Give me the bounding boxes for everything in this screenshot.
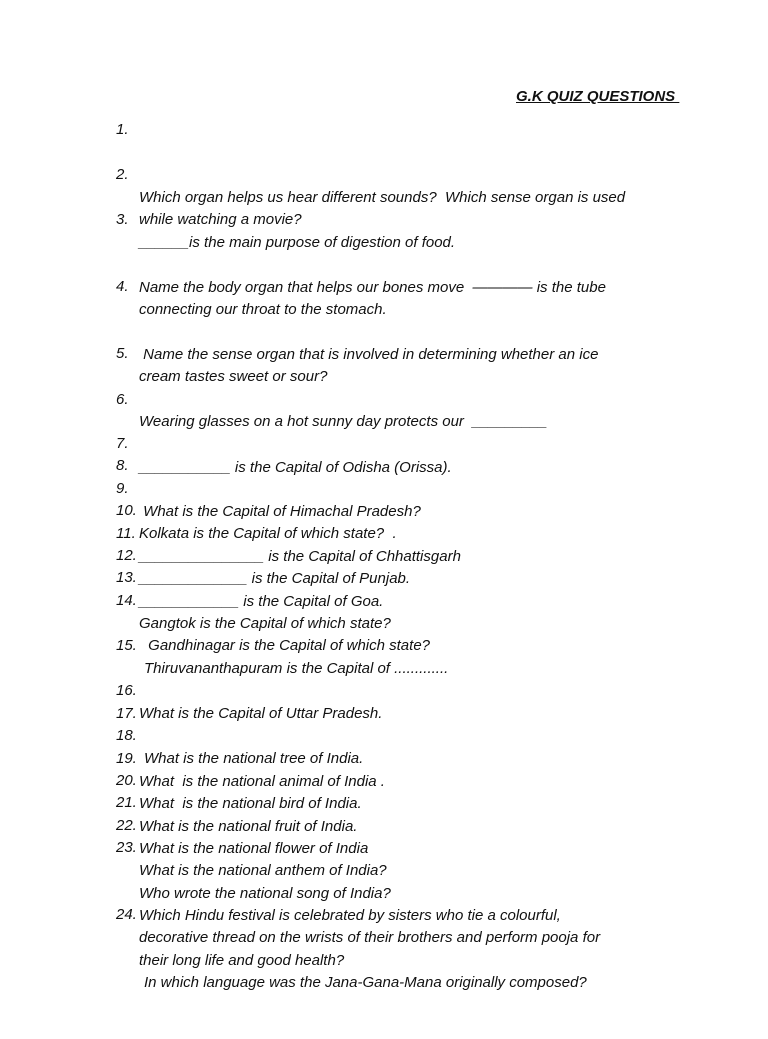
question-text: ____________ is the Capital of Goa. xyxy=(139,592,384,610)
question-text: Which Hindu festival is celebrated by sisters who tie a colourful, decorative thread on the wrists of their brothers and perform pooja for their long life and good health? xyxy=(139,906,601,969)
question-number: 22. xyxy=(116,817,137,834)
question-number: 15. xyxy=(116,637,137,654)
question-number: 21. xyxy=(116,794,137,811)
question-number: 4. xyxy=(116,278,129,295)
question-text: What is the national flower of India xyxy=(139,839,369,857)
page-title: G.K QUIZ QUESTIONS xyxy=(516,88,680,105)
question-number: 13. xyxy=(116,569,137,586)
question-text: Wearing glasses on a hot sunny day protects our _________ xyxy=(139,412,548,430)
question-number: 16. xyxy=(116,682,137,699)
question-number: 20. xyxy=(116,772,137,789)
question-number: 1. xyxy=(116,121,129,138)
question-number: 18. xyxy=(116,727,137,744)
question-text: Which organ helps us hear different sounds? Which sense organ is used while watching a movie? xyxy=(139,188,626,228)
question-item xyxy=(116,904,587,1039)
question-text: Gandhinagar is the Capital of which state? xyxy=(144,636,431,654)
question-text: In which language was the Jana-Gana-Mana originally composed? xyxy=(144,973,587,991)
question-text: What is the Capital of Uttar Pradesh. xyxy=(139,704,383,722)
question-text: Name the sense organ that is involved in determining whether an ice cream tastes sweet or sour? xyxy=(139,345,599,385)
question-text: ______is the main purpose of digestion of food. xyxy=(139,233,456,251)
question-number: 6. xyxy=(116,391,129,408)
question-text: What is the national bird of India. xyxy=(139,794,362,812)
question-text: _____________ is the Capital of Punjab. xyxy=(139,569,411,587)
question-number: 17. xyxy=(116,705,137,722)
question-number: 9. xyxy=(116,480,129,497)
question-text: ___________ is the Capital of Odisha (Orissa). xyxy=(139,458,452,476)
question-text: What is the national anthem of India? xyxy=(139,861,387,879)
question-text: Who wrote the national song of India? xyxy=(139,884,391,902)
question-number: 10. xyxy=(116,502,137,519)
question-text: What is the national fruit of India. xyxy=(139,817,358,835)
question-number: 5. xyxy=(116,345,129,362)
question-number: 23. xyxy=(116,839,137,856)
question-number: 11. xyxy=(116,525,136,542)
question-number: 14. xyxy=(116,592,137,609)
question-text: Thiruvananthapuram is the Capital of ............. xyxy=(144,659,449,677)
question-number: 24. xyxy=(116,906,137,923)
question-number: 3. xyxy=(116,211,129,228)
question-text: Kolkata is the Capital of which state? . xyxy=(139,524,397,542)
question-number: 8. xyxy=(116,457,129,474)
question-text: Gangtok is the Capital of which state? xyxy=(139,614,391,632)
question-text: What is the national animal of India . xyxy=(139,772,385,790)
question-number: 7. xyxy=(116,435,129,452)
question-text: _______________ is the Capital of Chhattisgarh xyxy=(139,547,461,565)
question-text: What is the Capital of Himachal Pradesh? xyxy=(139,502,421,520)
question-number: 19. xyxy=(116,750,137,767)
question-number: 2. xyxy=(116,166,129,183)
question-text: Name the body organ that helps our bones move ———— is the tube connecting our throat to the stomach. xyxy=(139,278,606,318)
question-text: What is the national tree of India. xyxy=(144,749,364,767)
question-number: 12. xyxy=(116,547,137,564)
